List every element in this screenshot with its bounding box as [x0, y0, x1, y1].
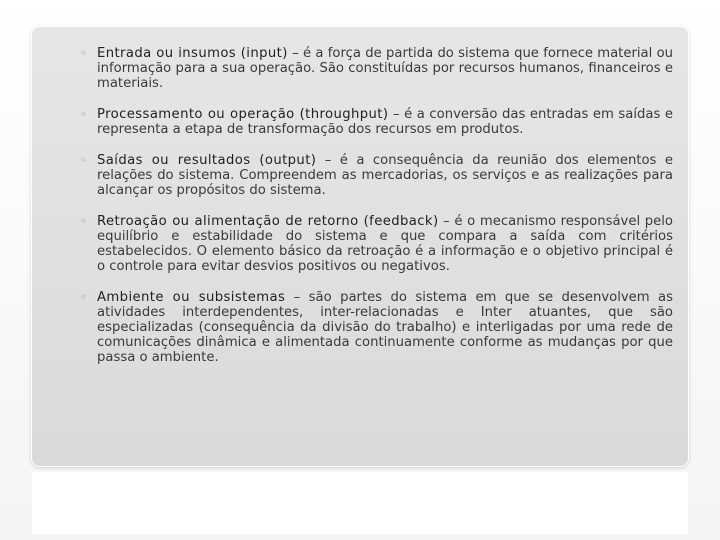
list-item-feedback [80, 214, 673, 274]
footer-area [32, 472, 688, 534]
list-item-throughput [80, 107, 673, 137]
item-term: Processamento ou operação (throughput) [97, 107, 389, 122]
item-description: – é a conversão das entradas em saídas e representa a etapa de transformação dos recursos em produtos. [97, 107, 673, 137]
bullet-icon: ◦ [80, 107, 88, 121]
list-item-output [80, 153, 673, 198]
item-term: Saídas ou resultados (output) [97, 153, 317, 168]
item-term: Entrada ou insumos (input) [97, 46, 288, 61]
bullet-icon: ◦ [80, 290, 88, 304]
list-item-input [80, 46, 673, 91]
item-description: – são partes do sistema em que se desenvolvem as atividades interdependentes, inter-relacionadas e Inter atuantes, que são especializadas (consequência da divisão do trabalho) e interligadas por uma rede de comunicações dinâmica e alimentada continuamente conforme as mudanças por que passa o ambiente. [97, 290, 673, 365]
bullet-icon: ◦ [80, 153, 88, 167]
item-description: – é a força de partida do sistema que fornece material ou informação para a sua operação. São constituídas por recursos humanos, financeiros e materiais. [97, 46, 674, 91]
item-description: – é o mecanismo responsável pelo equilíbrio e estabilidade do sistema e que compara a saída com critérios estabelecidos. O elemento básico da retroação é a informação e o objetivo principal é o controle para evitar desvios positivos ou negativos. [97, 214, 673, 274]
bullet-list [80, 46, 673, 381]
item-term: Ambiente ou subsistemas [97, 290, 286, 305]
item-description: – é a consequência da reunião dos elementos e relações do sistema. Compreendem as mercadorias, os serviços e as realizações para alcançar os propósitos do sistema. [97, 153, 673, 198]
bullet-icon: ◦ [80, 46, 88, 60]
bullet-icon: ◦ [80, 214, 88, 228]
list-item-environment [80, 290, 673, 365]
item-term: Retroação ou alimentação de retorno (feedback) [97, 214, 439, 229]
